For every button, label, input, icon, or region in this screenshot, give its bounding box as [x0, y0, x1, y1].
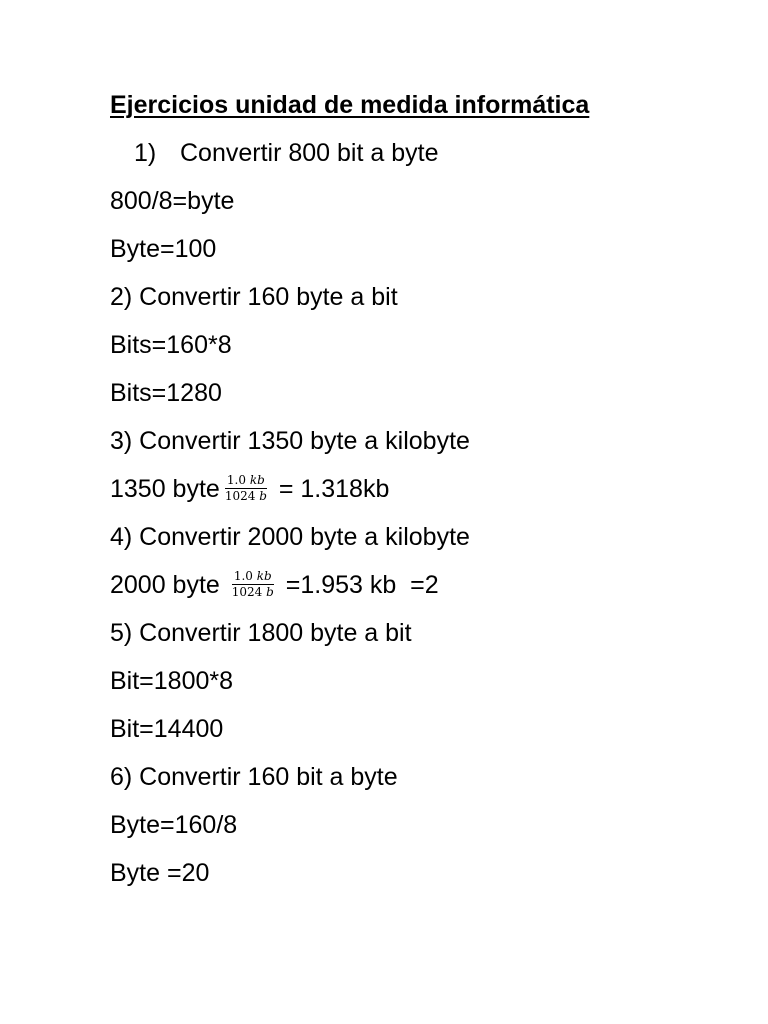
exercise-4-prefix: 2000 byte [110, 571, 227, 599]
exercise-1-step: 800/8=byte [110, 187, 235, 215]
exercise-5-step: Bit=1800*8 [110, 667, 234, 695]
fraction-numerator: 1.0 [226, 472, 247, 487]
exercise-3-calculation [110, 474, 389, 505]
exercise-4-fraction [230, 570, 276, 599]
fraction-denominator: 1024 [224, 488, 256, 503]
exercise-3-prefix: 1350 byte [110, 475, 220, 503]
document-title: Ejercicios unidad de medida informática [110, 91, 590, 119]
exercise-3-heading: 3) Convertir 1350 byte a kilobyte [110, 427, 470, 455]
exercise-1-result: Byte=100 [110, 235, 217, 263]
exercise-3-fraction [223, 474, 269, 503]
exercise-2-step: Bits=160*8 [110, 331, 232, 359]
exercise-2-heading: 2) Convertir 160 byte a bit [110, 283, 398, 311]
exercise-5-heading: 5) Convertir 1800 byte a bit [110, 619, 412, 647]
exercise-4-heading: 4) Convertir 2000 byte a kilobyte [110, 523, 470, 551]
exercise-6-step: Byte=160/8 [110, 811, 238, 839]
fraction-denominator-unit: b [266, 584, 274, 599]
exercise-6-result: Byte =20 [110, 859, 210, 887]
fraction-denominator-unit: b [259, 488, 267, 503]
exercise-1-text: Convertir 800 bit a byte [180, 139, 439, 167]
exercise-1-number: 1) [134, 139, 157, 167]
fraction-numerator-unit: kb [249, 472, 265, 487]
fraction-numerator-unit: kb [256, 568, 272, 583]
fraction-numerator: 1.0 [233, 568, 253, 583]
exercise-4-calculation [110, 570, 439, 601]
exercise-5-result: Bit=14400 [110, 715, 224, 743]
exercise-6-heading: 6) Convertir 160 bit a byte [110, 763, 398, 791]
exercise-1-heading [134, 138, 438, 168]
exercise-3-result: = 1.318kb [271, 475, 390, 503]
exercise-2-result: Bits=1280 [110, 379, 222, 407]
exercise-4-result: =1.953 kb =2 [278, 571, 439, 599]
fraction-denominator: 1024 [231, 584, 263, 599]
